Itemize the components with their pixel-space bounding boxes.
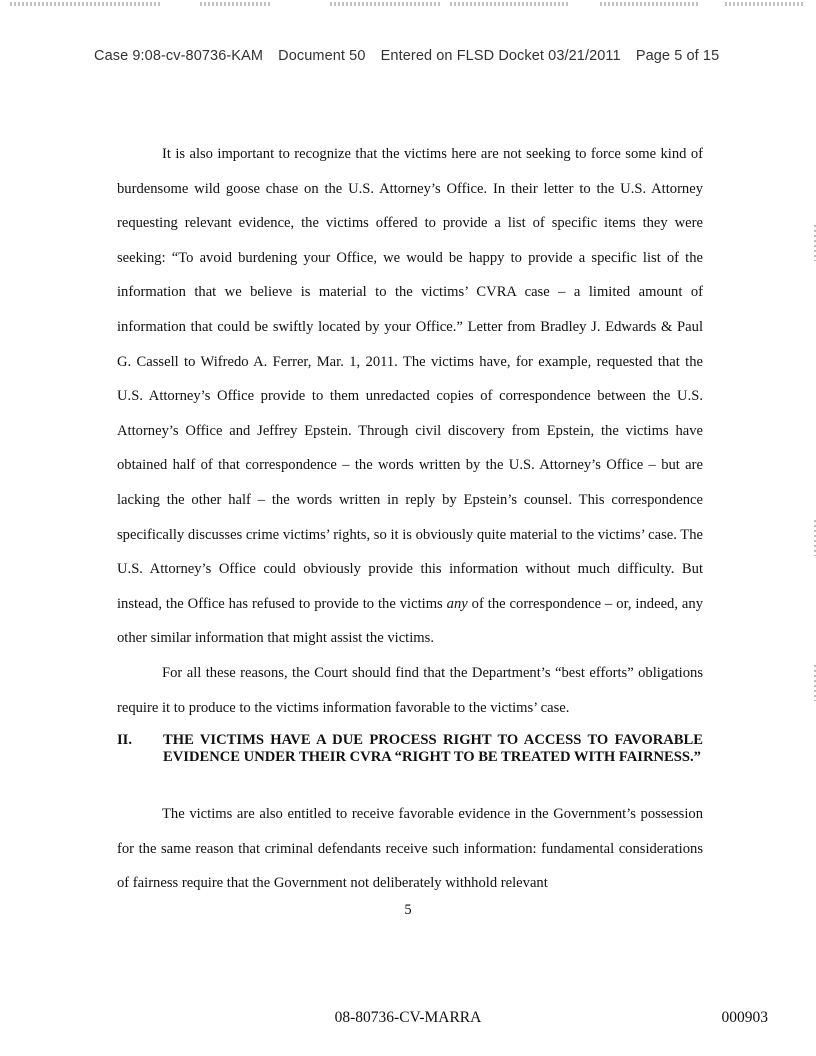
paragraph-1-emphasis: any (446, 595, 468, 612)
paragraph-1-text-a: It is also important to recognize that the victims here are not seeking to force some kind of burdensome wild goose chase on the U.S. Attorney’s Office. In their letter to the U.S. Attorney requesting relevant evidence, the victims offered to provide a list of specific items they were seeking: “To avoid burdening your Office, we would be happy to provide a specific list of the information that we believe is material to the victims’ CVRA case – a limited amount of information that could be swiftly located by your Office.” Letter from Bradley J. Edwards & Paul G. Cassell to Wifredo A. Ferrer, Mar. 1, 2011. The victims have, for example, requested that the U.S. Attorney’s Office provide to them unredacted copies of correspondence between the U.S. Attorney’s Office and Jeffrey Epstein. Through civil discovery from Epstein, the victims have obtained half of that correspondence – the words written by the U.S. Attorney’s Office – but are lacking the other half – the words written in reply by Epstein’s counsel. This correspondence specifically discusses crime victims’ rights, so it is obviously quite material to the victims’ case. The U.S. Attorney’s Office could obviously provide this information without much difficulty. But instead, the Office has refused to provide to the victims (117, 146, 703, 612)
document-number: Document 50 (278, 48, 366, 64)
paragraph-1-text-b: of the correspondence – or, indeed, any other similar information that might assist the victims. (117, 595, 703, 647)
body-text (117, 137, 703, 725)
case-number: Case 9:08-cv-80736-KAM (94, 48, 264, 64)
page-count: Page 5 of 15 (635, 48, 720, 64)
entered-date: Entered on FLSD Docket 03/21/2011 (380, 48, 621, 64)
paragraph-2: For all these reasons, the Court should find that the Department’s “best efforts” obligations require it to produce to the victims information favorable to the victims’ case. (117, 664, 703, 716)
scan-artifact-top (0, 0, 816, 14)
paragraph-3: The victims are also entitled to receive favorable evidence in the Government’s possession for the same reason that criminal defendants receive such information: fundamental considerations of fairness require that the Government not deliberately withhold relevant (117, 806, 703, 892)
paragraph-1 (117, 137, 703, 656)
body-text-continued (117, 797, 703, 901)
footer-bates-number: 000903 (721, 1009, 768, 1026)
section-number: II. (117, 732, 133, 748)
section-heading (117, 732, 703, 766)
footer-case-number: 08-80736-CV-MARRA (334, 1009, 482, 1026)
page-number: 5 (404, 902, 412, 918)
docket-header (94, 48, 754, 64)
section-title: THE VICTIMS HAVE A DUE PROCESS RIGHT TO ACCESS TO FAVORABLE EVIDENCE UNDER THEIR CVRA “RIGHT TO BE TREATED WITH FAIRNESS.” (163, 732, 703, 765)
